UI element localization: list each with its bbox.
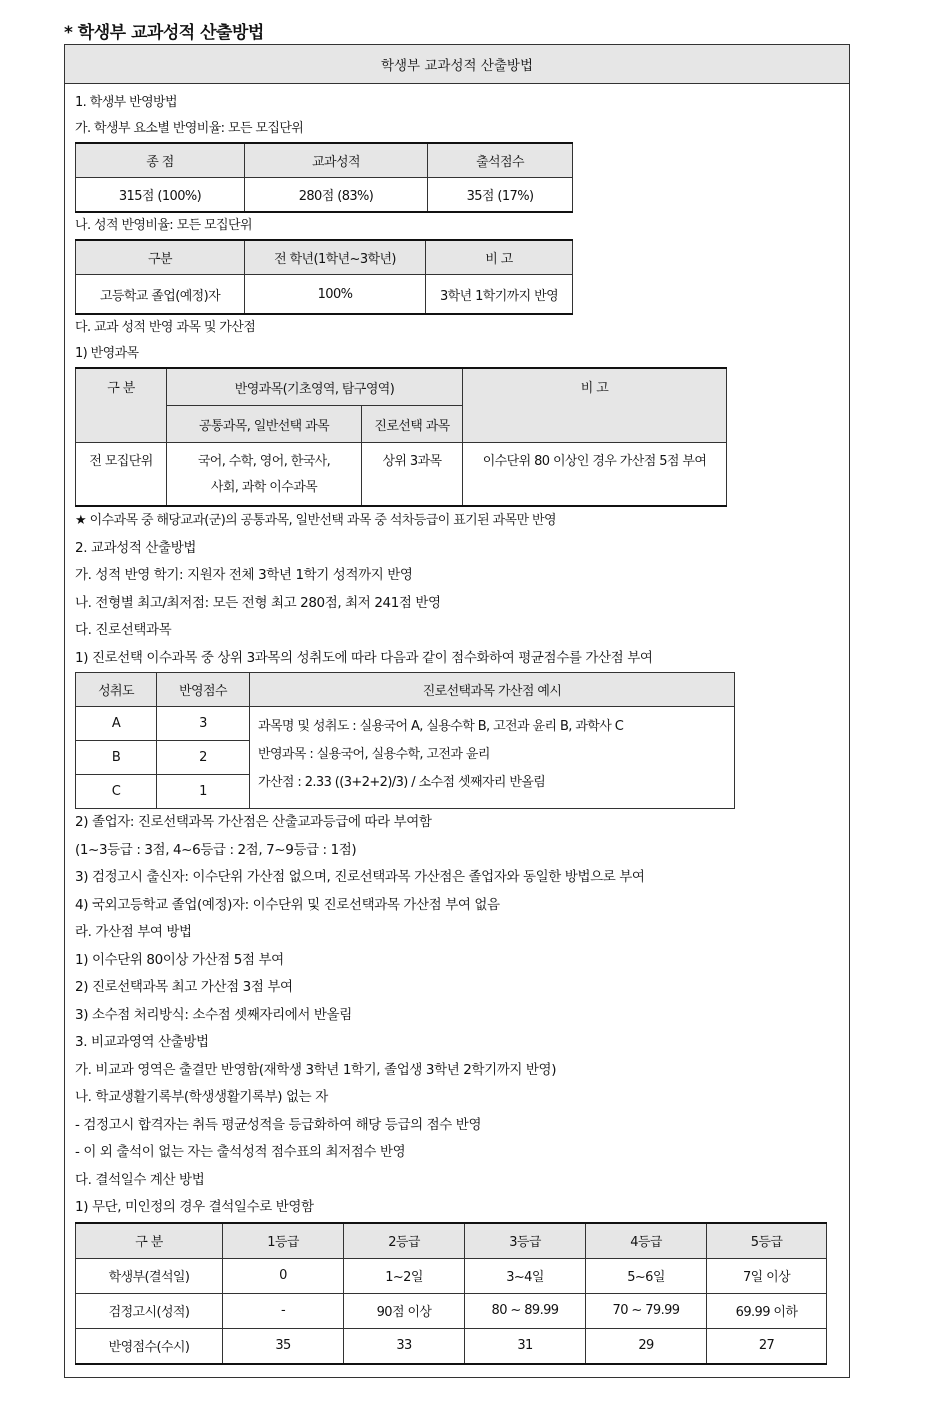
section-2d2: 2) 진로선택과목 최고 가산점 3점 부여	[75, 979, 293, 995]
table-cell: 31	[465, 1328, 586, 1364]
section-2-heading: 2. 교과성적 산출방법	[75, 539, 196, 556]
page-title: * 학생부 교과성적 산출방법	[64, 23, 264, 43]
table-row	[76, 178, 573, 213]
box-content	[65, 84, 849, 1365]
table-cell: 고등학교 졸업(예정)자	[76, 275, 245, 315]
table-cell: 3학년 1학기까지 반영	[426, 275, 573, 315]
section-2c1: 1) 진로선택 이수과목 중 상위 3과목의 성취도에 따라 다음과 같이 점수화하여 평균점수를 가산점 부여	[75, 649, 653, 666]
table-cell: 2	[157, 741, 250, 775]
table-cell	[167, 443, 362, 507]
example-line: 과목명 및 성취도 : 실용국어 A, 실용수학 B, 고전과 윤리 B, 과학사 C	[258, 719, 624, 734]
table-cell: 35	[223, 1328, 344, 1364]
star-note: ★ 이수과목 중 해당교과(군)의 공통과목, 일반선택 과목 중 석차등급이 표기된 과목만 반영	[75, 513, 556, 528]
section-2c4: 4) 국외고등학교 졸업(예정)자: 이수단위 및 진로선택과목 가산점 부여 없음	[75, 896, 500, 913]
table-cell: 1	[157, 775, 250, 809]
table-cell: 315점 (100%)	[76, 178, 245, 213]
table-cell: 27	[707, 1328, 827, 1364]
table-header: 비 고	[463, 368, 727, 443]
section-2d: 라. 가산점 부여 방법	[75, 924, 192, 940]
table-header: 종 점	[76, 143, 245, 178]
box-header: 학생부 교과성적 산출방법	[65, 45, 849, 84]
table-header: 교과성적	[245, 143, 428, 178]
ratio-table	[75, 142, 573, 213]
section-2d1: 1) 이수단위 80이상 가산점 5점 부여	[75, 951, 284, 968]
section-2c3: 3) 검정고시 출신자: 이수단위 가산점 없으며, 진로선택과목 가산점은 졸업자와 동일한 방법으로 부여	[75, 869, 645, 885]
table-row	[76, 443, 727, 507]
table-cell: 1~2일	[344, 1258, 465, 1293]
section-1c-heading: 다. 교과 성적 반영 과목 및 가산점	[75, 320, 256, 335]
section-3a: 가. 비교과 영역은 출결만 반영함(재학생 3학년 1학기, 졸업생 3학년 2학기까지 반영)	[75, 1061, 557, 1078]
section-3c: 다. 결석일수 계산 방법	[75, 1171, 205, 1188]
cell-line: 국어, 수학, 영어, 한국사,	[197, 454, 331, 469]
table-cell: 반영점수(수시)	[76, 1328, 223, 1364]
table-header: 구 분	[76, 368, 167, 443]
table-cell: 학생부(결석일)	[76, 1258, 223, 1293]
table-cell: 69.99 이하	[707, 1293, 827, 1328]
table-cell: B	[76, 741, 157, 775]
table-header: 2등급	[344, 1223, 465, 1259]
section-1a-heading: 가. 학생부 요소별 반영비율: 모든 모집단위	[75, 121, 304, 136]
table-cell: 33	[344, 1328, 465, 1364]
cell-line: 사회, 과학 이수과목	[210, 480, 318, 495]
table-cell: 29	[586, 1328, 707, 1364]
section-1-heading: 1. 학생부 반영방법	[75, 95, 177, 110]
table-cell: C	[76, 775, 157, 809]
table-cell: 0	[223, 1258, 344, 1293]
table-row	[76, 275, 573, 315]
example-line: 반영과목 : 실용국어, 실용수학, 고전과 윤리	[258, 747, 490, 762]
section-2b: 나. 전형별 최고/최저점: 모든 전형 최고 280점, 최저 241점 반영	[75, 594, 441, 611]
table-header-row	[76, 143, 573, 178]
subjects-table	[75, 367, 727, 507]
table-cell: 280점 (83%)	[245, 178, 428, 213]
table-header: 구분	[76, 240, 245, 275]
table-header-row	[76, 368, 727, 406]
table-header: 반영점수	[157, 673, 250, 707]
table-cell: 70 ~ 79.99	[586, 1293, 707, 1328]
table-header: 진로선택과목 가산점 예시	[250, 673, 735, 707]
table-cell: 3~4일	[465, 1258, 586, 1293]
table-header: 1등급	[223, 1223, 344, 1259]
table-row	[76, 707, 735, 741]
table-cell: 100%	[245, 275, 426, 315]
table-cell: 7일 이상	[707, 1258, 827, 1293]
table-cell: 5~6일	[586, 1258, 707, 1293]
table-row	[76, 1258, 827, 1293]
section-2c2b: (1~3등급 : 3점, 4~6등급 : 2점, 7~9등급 : 1점)	[75, 841, 357, 858]
section-2c: 다. 진로선택과목	[75, 622, 172, 638]
grade-ratio-table	[75, 239, 573, 315]
section-3b2: - 이 외 출석이 없는 자는 출석성적 점수표의 최저점수 반영	[75, 1144, 406, 1160]
table-header: 진로선택 과목	[362, 406, 463, 443]
section-1b-heading: 나. 성적 반영비율: 모든 모집단위	[75, 218, 252, 233]
table-header-row	[76, 1223, 827, 1259]
table-row	[76, 1328, 827, 1364]
section-3b: 나. 학교생활기록부(학생생활기록부) 없는 자	[75, 1089, 328, 1105]
table-cell: 전 모집단위	[76, 443, 167, 507]
table-cell: 80 ~ 89.99	[465, 1293, 586, 1328]
document-box	[64, 44, 850, 1378]
table-cell: 검정고시(성적)	[76, 1293, 223, 1328]
table-header: 전 학년(1학년~3학년)	[245, 240, 426, 275]
example-cell	[250, 707, 735, 809]
section-2c2: 2) 졸업자: 진로선택과목 가산점은 산출교과등급에 따라 부여함	[75, 814, 432, 830]
table-cell: 35점 (17%)	[428, 178, 573, 213]
table-header: 5등급	[707, 1223, 827, 1259]
table-header: 4등급	[586, 1223, 707, 1259]
table-header: 공통과목, 일반선택 과목	[167, 406, 362, 443]
table-header: 3등급	[465, 1223, 586, 1259]
table-cell: 상위 3과목	[362, 443, 463, 507]
table-cell: 90점 이상	[344, 1293, 465, 1328]
table-cell: A	[76, 707, 157, 741]
table-cell: 이수단위 80 이상인 경우 가산점 5점 부여	[463, 443, 727, 507]
table-header-row	[76, 240, 573, 275]
table-header: 비 고	[426, 240, 573, 275]
table-header: 성취도	[76, 673, 157, 707]
table-row	[76, 1293, 827, 1328]
table-header-row	[76, 673, 735, 707]
section-1c1-heading: 1) 반영과목	[75, 346, 139, 361]
table-cell: -	[223, 1293, 344, 1328]
section-2d3: 3) 소수점 처리방식: 소수점 셋째자리에서 반올림	[75, 1006, 352, 1023]
section-3b1: - 검정고시 합격자는 취득 평균성적을 등급화하여 해당 등급의 점수 반영	[75, 1116, 482, 1133]
table-header: 반영과목(기초영역, 탐구영역)	[167, 368, 463, 406]
example-line: 가산점 : 2.33 ((3+2+2)/3) / 소수점 셋째자리 반올림	[258, 775, 546, 790]
table-cell: 3	[157, 707, 250, 741]
section-2a: 가. 성적 반영 학기: 지원자 전체 3학년 1학기 성적까지 반영	[75, 567, 413, 583]
absence-table	[75, 1222, 827, 1365]
table-header: 출석점수	[428, 143, 573, 178]
table-header: 구 분	[76, 1223, 223, 1259]
section-3-heading: 3. 비교과영역 산출방법	[75, 1034, 209, 1050]
section-3c1: 1) 무단, 미인정의 경우 결석일수로 반영함	[75, 1199, 314, 1215]
career-score-table	[75, 672, 735, 809]
